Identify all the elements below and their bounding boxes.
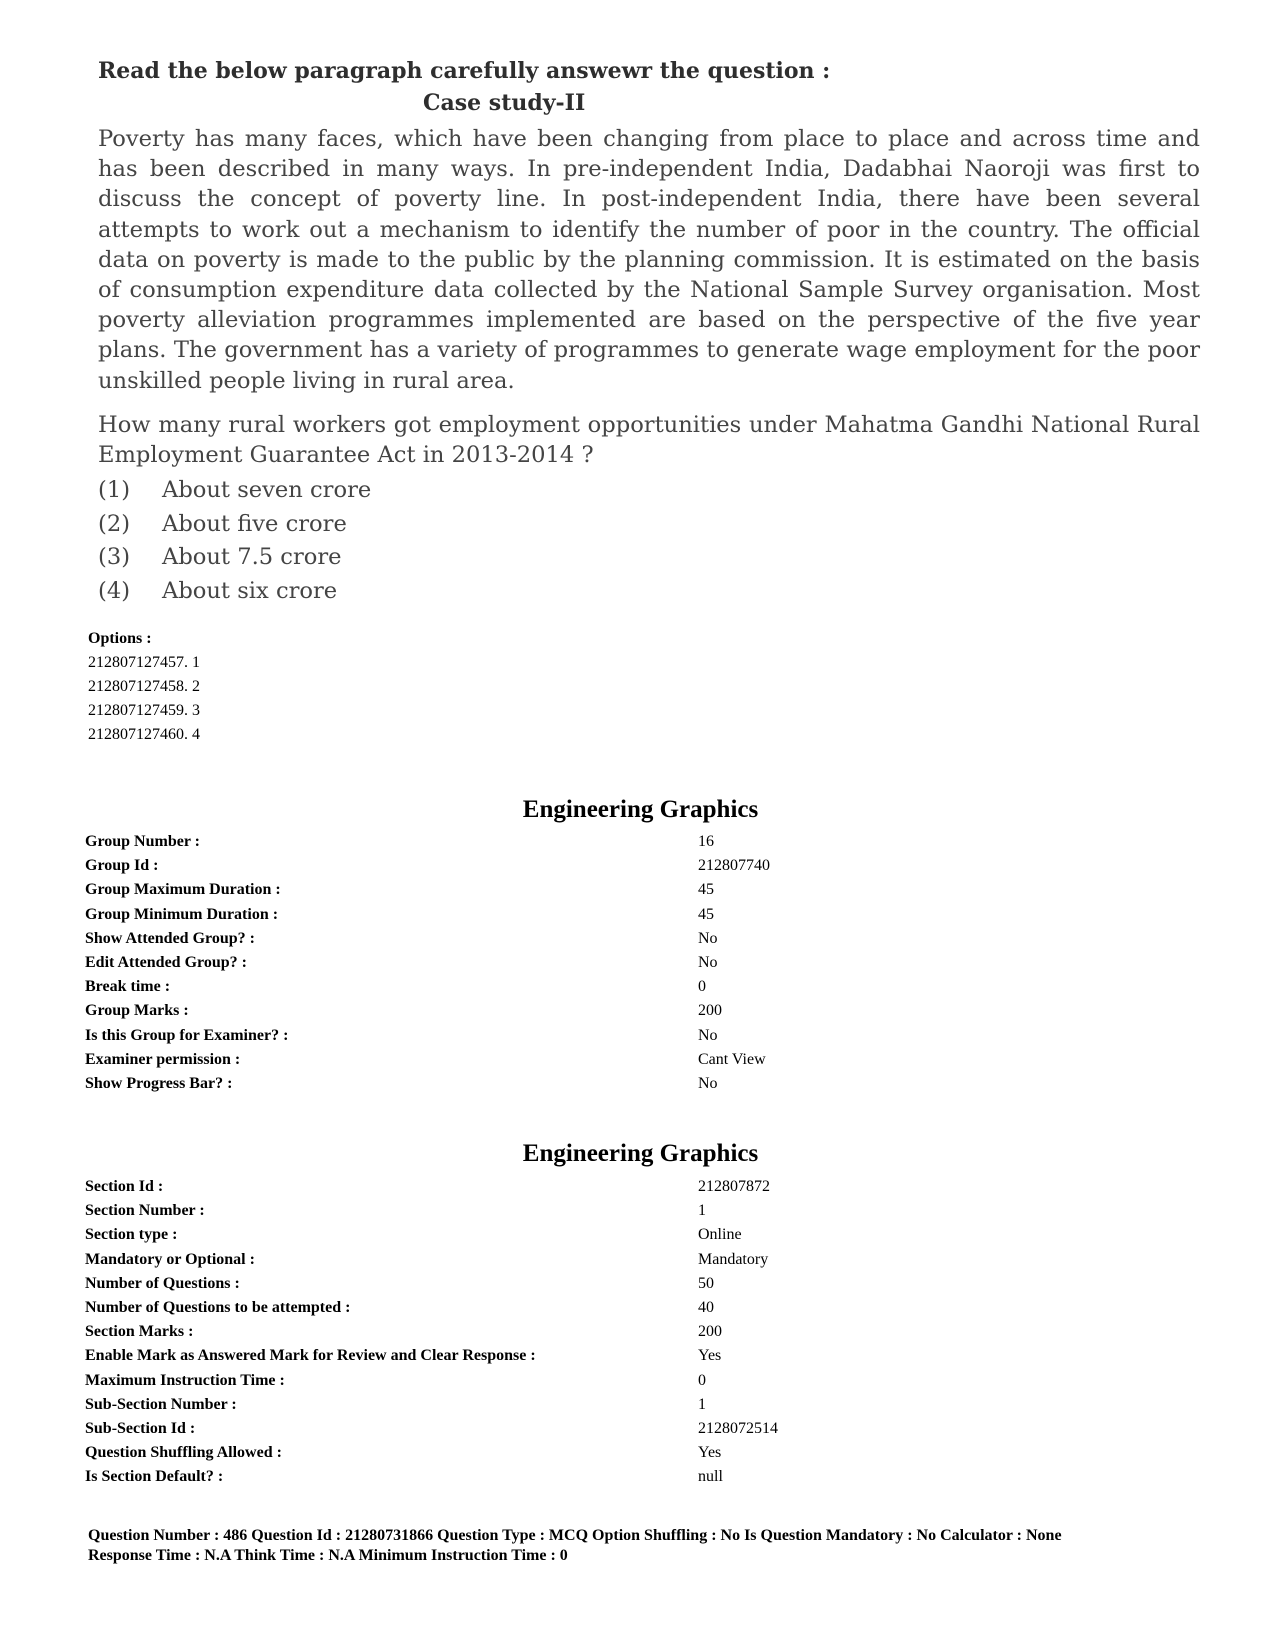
section-key: Question Shuffling Allowed : — [85, 1444, 282, 1462]
choice-number: (3) — [98, 544, 131, 571]
group-value: 200 — [698, 1002, 722, 1020]
question-text: How many rural workers got employment opportunities under Mahatma Gandhi National Rural Employment Guarantee Act in 2013-2014 ? — [98, 411, 1200, 469]
group-row — [85, 951, 1185, 975]
group-row — [85, 830, 1185, 854]
group-row — [85, 854, 1185, 878]
section-value: Yes — [698, 1444, 722, 1462]
option-item: 212807127460. 4 — [88, 726, 200, 743]
section-value: 2128072514 — [698, 1419, 778, 1437]
choice-item — [98, 474, 1200, 508]
options-list — [88, 627, 200, 747]
group-row — [85, 1072, 1185, 1096]
section-key: Is Section Default? : — [85, 1468, 224, 1486]
choice-text: About six crore — [162, 577, 338, 604]
case-title: Case study-II — [423, 90, 586, 116]
group-key: Edit Attended Group? : — [85, 953, 247, 971]
choice-text: About five crore — [162, 510, 347, 537]
group-key: Group Marks : — [85, 1002, 189, 1020]
section-key: Section Number : — [85, 1202, 205, 1220]
group-value: No — [698, 953, 718, 971]
section-value: 40 — [698, 1298, 714, 1316]
section-key: Mandatory or Optional : — [85, 1250, 255, 1268]
section-value: 212807872 — [698, 1178, 770, 1195]
section-key: Sub-Section Number : — [85, 1395, 237, 1413]
section-row — [85, 1441, 1185, 1465]
group-value: No — [698, 1026, 718, 1044]
section-key: Number of Questions : — [85, 1274, 240, 1292]
option-item: 212807127457. 1 — [88, 654, 200, 671]
section-value: Online — [698, 1226, 742, 1244]
section-value: 0 — [698, 1371, 706, 1389]
group-row — [85, 878, 1185, 902]
choice-number: (4) — [98, 577, 131, 604]
choice-text: About seven crore — [162, 477, 372, 504]
group-key: Show Progress Bar? : — [85, 1074, 233, 1092]
group-key: Show Attended Group? : — [85, 929, 255, 947]
group-value: Cant View — [698, 1050, 766, 1068]
group-value: 212807740 — [698, 857, 770, 875]
group-value: No — [698, 929, 718, 947]
section-row — [85, 1272, 1185, 1296]
group-details — [85, 830, 1185, 1096]
section-title: Engineering Graphics — [522, 1140, 759, 1167]
group-value: No — [698, 1074, 718, 1092]
section-row — [85, 1465, 1185, 1489]
question-meta-line1: Question Number : 486 Question Id : 21280731866 Question Type : MCQ Option Shuffling : No Is Question Mandatory : No Calculator : None — [88, 1527, 1062, 1544]
section-row — [85, 1320, 1185, 1344]
section-key: Maximum Instruction Time : — [85, 1371, 285, 1389]
group-row — [85, 903, 1185, 927]
options-header: Options : — [88, 630, 152, 647]
section-details — [85, 1175, 1185, 1489]
question-image — [90, 58, 1200, 608]
section-row — [85, 1344, 1185, 1368]
choice-item — [98, 508, 1200, 542]
group-row — [85, 999, 1185, 1023]
group-value: 0 — [698, 978, 706, 996]
section-key: Enable Mark as Answered Mark for Review and Clear Response : — [85, 1347, 536, 1365]
section-value: Mandatory — [698, 1250, 769, 1268]
group-value: 45 — [698, 881, 714, 899]
case-paragraph: Poverty has many faces, which have been changing from place to place and across time and has been described in many ways. In pre-independent India, Dadabhai Naoroji was first to discuss the concept of poverty line. In post-independent India, there have been several attempts to work out a mechanism to identify the number of poor in the country. The official data on poverty is made to the public by the planning commission. It is estimated on the basis of consumption expenditure data collected by the National Sample Survey organisation. Most poverty alleviation programmes implemented are based on the perspective of the five year plans. The government has a variety of programmes to generate wage employment for the poor unskilled people living in rural area. — [98, 126, 1200, 394]
group-key: Is this Group for Examiner? : — [85, 1026, 289, 1044]
section-value: null — [698, 1468, 723, 1486]
section-row — [85, 1393, 1185, 1417]
group-key: Group Id : — [85, 857, 159, 875]
section-key: Section Id : — [85, 1178, 164, 1195]
section-value: 200 — [698, 1323, 722, 1341]
group-key: Group Number : — [85, 833, 200, 850]
section-value: Yes — [698, 1347, 722, 1365]
section-key: Section type : — [85, 1226, 178, 1244]
group-title: Engineering Graphics — [522, 796, 759, 823]
group-row — [85, 1048, 1185, 1072]
choice-number: (1) — [98, 477, 131, 504]
group-value: 45 — [698, 905, 714, 923]
section-row — [85, 1199, 1185, 1223]
choice-item — [98, 575, 1200, 609]
section-row — [85, 1369, 1185, 1393]
choice-number: (2) — [98, 510, 131, 537]
section-row — [85, 1175, 1185, 1199]
group-value: 16 — [698, 833, 714, 850]
section-key: Number of Questions to be attempted : — [85, 1298, 351, 1316]
section-row — [85, 1223, 1185, 1247]
instruction: Read the below paragraph carefully answewr the question : — [98, 58, 831, 84]
option-item: 212807127458. 2 — [88, 678, 200, 695]
section-row — [85, 1248, 1185, 1272]
group-row — [85, 1024, 1185, 1048]
question-meta-line2: Response Time : N.A Think Time : N.A Minimum Instruction Time : 0 — [88, 1547, 568, 1564]
section-row — [85, 1296, 1185, 1320]
section-row — [85, 1417, 1185, 1441]
section-value: 1 — [698, 1202, 706, 1220]
section-value: 50 — [698, 1274, 714, 1292]
section-key: Sub-Section Id : — [85, 1419, 196, 1437]
section-value: 1 — [698, 1395, 706, 1413]
group-key: Group Maximum Duration : — [85, 881, 281, 899]
group-key: Examiner permission : — [85, 1050, 241, 1068]
group-row — [85, 927, 1185, 951]
group-row — [85, 975, 1185, 999]
option-item: 212807127459. 3 — [88, 702, 200, 719]
choice-item — [98, 541, 1200, 575]
question-meta — [88, 1526, 1198, 1566]
group-key: Break time : — [85, 978, 171, 996]
group-key: Group Minimum Duration : — [85, 905, 279, 923]
section-key: Section Marks : — [85, 1323, 194, 1341]
choice-text: About 7.5 crore — [162, 544, 342, 571]
